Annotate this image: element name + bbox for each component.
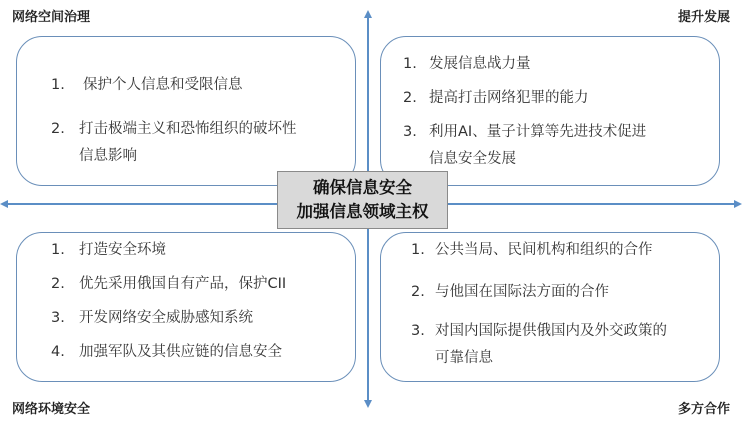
list-item (411, 319, 667, 343)
item-number: 1. (403, 56, 417, 72)
item-text: 公共当局、民间机构和组织的合作 (435, 242, 653, 258)
corner-label-governance: 网络空间治理 (12, 10, 91, 25)
item-number: 3. (403, 124, 417, 140)
item-number: 2. (51, 121, 65, 137)
list-item (403, 120, 646, 144)
center-title-line1: 确保信息安全 (313, 178, 412, 197)
quadrant-development-box (380, 36, 720, 186)
item-text: 保护个人信息和受限信息 (83, 77, 243, 93)
item-number: 3. (411, 323, 425, 339)
quadrant-environment-security-box (16, 232, 356, 382)
item-number: 1. (51, 77, 65, 93)
center-goal-box (277, 171, 448, 229)
item-text: 对国内国际提供俄国内及外交政策的 (435, 323, 667, 339)
list-item (51, 117, 297, 141)
item-text: 优先采用俄国自有产品，保护CII (79, 276, 287, 292)
list-item (51, 238, 166, 262)
item-number: 1. (51, 242, 65, 258)
item-number: 4. (51, 344, 65, 360)
item-text: 利用AI、量子计算等先进技术促进 (429, 124, 647, 140)
corner-label-environment-security: 网络环境安全 (12, 402, 91, 417)
item-text: 打造安全环境 (79, 242, 166, 258)
list-item (51, 306, 253, 330)
list-item (51, 340, 282, 364)
item-text: 与他国在国际法方面的合作 (435, 284, 609, 300)
item-number: 1. (411, 242, 425, 258)
item-text-continuation: 可靠信息 (435, 350, 493, 366)
list-item (411, 238, 653, 262)
item-text: 打击极端主义和恐怖组织的破坏性 (79, 121, 297, 137)
item-text: 开发网络安全威胁感知系统 (79, 310, 253, 326)
list-item (51, 272, 286, 296)
list-item (411, 280, 609, 304)
list-item (51, 73, 243, 97)
quadrant-governance-box (16, 36, 356, 186)
item-text: 加强军队及其供应链的信息安全 (79, 344, 282, 360)
item-text-continuation: 信息安全发展 (429, 151, 516, 167)
list-item (403, 52, 531, 76)
corner-label-development: 提升发展 (677, 10, 730, 25)
list-item (403, 86, 589, 110)
item-number: 2. (51, 276, 65, 292)
item-text-continuation: 信息影响 (79, 148, 137, 164)
item-number: 2. (411, 284, 425, 300)
item-text: 发展信息战力量 (429, 56, 531, 72)
corner-label-cooperation: 多方合作 (677, 402, 730, 417)
item-number: 3. (51, 310, 65, 326)
quadrant-cooperation-box (380, 232, 720, 382)
center-title-line2: 加强信息领域主权 (296, 202, 429, 221)
item-text: 提高打击网络犯罪的能力 (429, 90, 589, 106)
item-number: 2. (403, 90, 417, 106)
